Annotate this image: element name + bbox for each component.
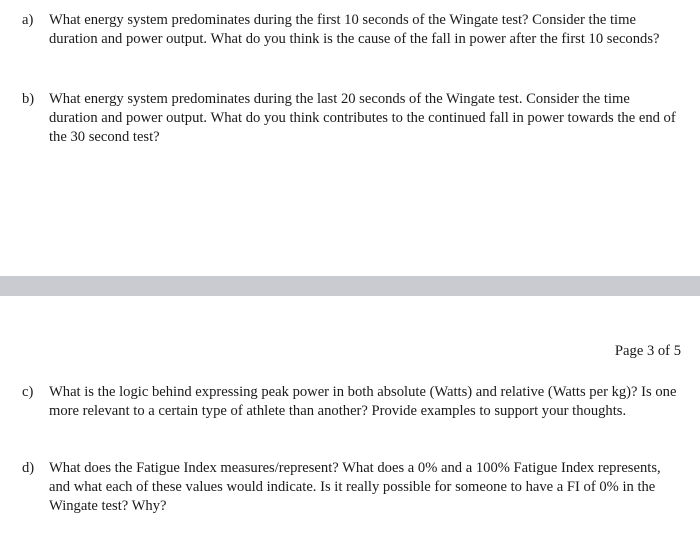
page-number: Page 3 of 5 — [614, 343, 681, 359]
question-d-text: What does the Fatigue Index measures/represent? What does a 0% and a 100% Fatigue Index represents, and what each of these values would indicate. Is it really possible for someone to have a FI of 0% in the Wingate test? Why? — [49, 460, 661, 514]
question-a — [22, 11, 682, 49]
question-d — [22, 459, 682, 516]
question-b-marker: b) — [22, 91, 35, 107]
question-a-text: What energy system predominates during the first 10 seconds of the Wingate test? Consider the time duration and power output. What do you think is the cause of the fall in power after the first 10 seconds? — [49, 12, 660, 47]
document-page-bottom — [0, 296, 700, 538]
question-d-marker: d) — [22, 460, 35, 476]
question-c-marker: c) — [22, 384, 34, 400]
question-b-text: What energy system predominates during the last 20 seconds of the Wingate test. Consider the time duration and power output. What do you think contributes to the continued fall in power towards the end of the 30 second test? — [49, 91, 676, 145]
page-separator — [0, 276, 700, 296]
question-c-text: What is the logic behind expressing peak power in both absolute (Watts) and relative (Watts per kg)? Is one more relevant to a certain type of athlete than another? Provide examples to support your thoughts. — [49, 384, 677, 419]
question-c — [22, 383, 682, 421]
question-a-marker: a) — [22, 12, 34, 28]
question-b — [22, 90, 682, 147]
